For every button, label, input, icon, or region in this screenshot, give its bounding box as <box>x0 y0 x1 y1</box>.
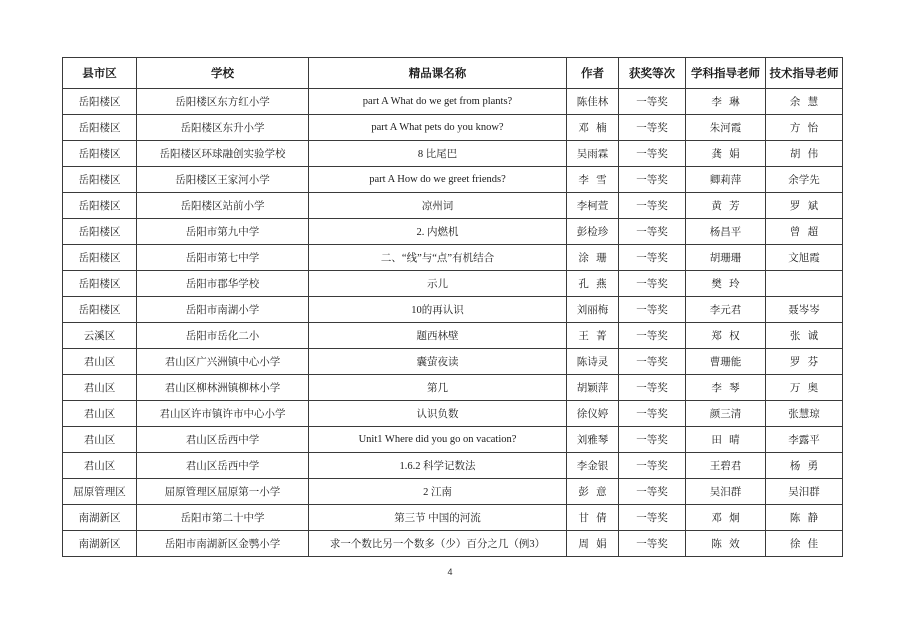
cell-award: 一等奖 <box>619 271 686 297</box>
cell-course: 2. 内燃机 <box>309 219 567 245</box>
cell-county: 君山区 <box>63 427 137 453</box>
cell-course: 2 江南 <box>309 479 567 505</box>
cell-author: 徐仪婷 <box>567 401 619 427</box>
cell-subject-teacher: 李 琴 <box>686 375 766 401</box>
cell-author: 吴雨霖 <box>567 141 619 167</box>
cell-school: 岳阳市第二十中学 <box>137 505 309 531</box>
table-row <box>63 531 843 557</box>
header-row <box>63 58 843 89</box>
cell-county: 岳阳楼区 <box>63 115 137 141</box>
cell-county: 君山区 <box>63 401 137 427</box>
cell-school: 君山区柳林洲镇柳林小学 <box>137 375 309 401</box>
cell-school: 岳阳市岳化二小 <box>137 323 309 349</box>
cell-county: 岳阳楼区 <box>63 193 137 219</box>
cell-author: 彭检珍 <box>567 219 619 245</box>
table-row <box>63 89 843 115</box>
cell-course: 题西林壁 <box>309 323 567 349</box>
cell-school: 君山区岳西中学 <box>137 427 309 453</box>
cell-award: 一等奖 <box>619 505 686 531</box>
cell-tech-teacher: 吴汨群 <box>766 479 843 505</box>
cell-county: 君山区 <box>63 375 137 401</box>
cell-tech-teacher: 方 怡 <box>766 115 843 141</box>
cell-course: 求一个数比另一个数多（少）百分之几（例3） <box>309 531 567 557</box>
cell-subject-teacher: 邓 炯 <box>686 505 766 531</box>
cell-course: 囊萤夜读 <box>309 349 567 375</box>
cell-author: 孔 燕 <box>567 271 619 297</box>
header-award: 获奖等次 <box>619 58 686 89</box>
table-row <box>63 453 843 479</box>
cell-school: 君山区广兴洲镇中心小学 <box>137 349 309 375</box>
table-row <box>63 479 843 505</box>
cell-county: 君山区 <box>63 349 137 375</box>
cell-tech-teacher: 文旭霞 <box>766 245 843 271</box>
cell-school: 岳阳楼区东升小学 <box>137 115 309 141</box>
table-row <box>63 349 843 375</box>
cell-school: 岳阳楼区东方红小学 <box>137 89 309 115</box>
cell-school: 岳阳市第七中学 <box>137 245 309 271</box>
cell-tech-teacher: 张慧琼 <box>766 401 843 427</box>
cell-subject-teacher: 王碧君 <box>686 453 766 479</box>
cell-author: 彭 意 <box>567 479 619 505</box>
cell-school: 岳阳楼区站前小学 <box>137 193 309 219</box>
cell-tech-teacher: 聂岑岑 <box>766 297 843 323</box>
cell-subject-teacher: 杨昌平 <box>686 219 766 245</box>
cell-award: 一等奖 <box>619 141 686 167</box>
cell-tech-teacher: 胡 伟 <box>766 141 843 167</box>
table-row <box>63 219 843 245</box>
cell-author: 李金银 <box>567 453 619 479</box>
cell-author: 周 娟 <box>567 531 619 557</box>
cell-school: 岳阳楼区环球融创实验学校 <box>137 141 309 167</box>
cell-subject-teacher: 陈 效 <box>686 531 766 557</box>
table-row <box>63 245 843 271</box>
cell-subject-teacher: 田 晴 <box>686 427 766 453</box>
cell-county: 岳阳楼区 <box>63 141 137 167</box>
cell-award: 一等奖 <box>619 115 686 141</box>
cell-school: 屈原管理区屈原第一小学 <box>137 479 309 505</box>
cell-author: 陈诗灵 <box>567 349 619 375</box>
cell-course: 第三节 中国的河流 <box>309 505 567 531</box>
table-row <box>63 297 843 323</box>
cell-school: 岳阳楼区王家河小学 <box>137 167 309 193</box>
cell-award: 一等奖 <box>619 219 686 245</box>
cell-award: 一等奖 <box>619 297 686 323</box>
table-row <box>63 193 843 219</box>
cell-author: 陈佳林 <box>567 89 619 115</box>
cell-subject-teacher: 吴汨群 <box>686 479 766 505</box>
header-author: 作者 <box>567 58 619 89</box>
cell-course: part A How do we greet friends? <box>309 167 567 193</box>
table-row <box>63 115 843 141</box>
cell-county: 屈原管理区 <box>63 479 137 505</box>
cell-author: 李 雪 <box>567 167 619 193</box>
cell-award: 一等奖 <box>619 453 686 479</box>
cell-county: 君山区 <box>63 453 137 479</box>
cell-author: 甘 倩 <box>567 505 619 531</box>
cell-county: 岳阳楼区 <box>63 297 137 323</box>
cell-author: 王 菁 <box>567 323 619 349</box>
cell-tech-teacher: 徐 佳 <box>766 531 843 557</box>
cell-award: 一等奖 <box>619 167 686 193</box>
cell-author: 刘丽梅 <box>567 297 619 323</box>
table-header <box>63 58 843 89</box>
table-row <box>63 505 843 531</box>
cell-subject-teacher: 朱河霞 <box>686 115 766 141</box>
cell-tech-teacher <box>766 271 843 297</box>
cell-county: 云溪区 <box>63 323 137 349</box>
cell-course: 8 比尾巴 <box>309 141 567 167</box>
cell-school: 君山区岳西中学 <box>137 453 309 479</box>
cell-course: 第几 <box>309 375 567 401</box>
cell-author: 李柯萱 <box>567 193 619 219</box>
table-row <box>63 271 843 297</box>
cell-course: 10的再认识 <box>309 297 567 323</box>
cell-subject-teacher: 胡珊珊 <box>686 245 766 271</box>
cell-course: 认识负数 <box>309 401 567 427</box>
cell-school: 君山区许市镇许市中心小学 <box>137 401 309 427</box>
award-table <box>62 57 843 557</box>
cell-county: 岳阳楼区 <box>63 167 137 193</box>
cell-course: part A What pets do you know? <box>309 115 567 141</box>
cell-award: 一等奖 <box>619 375 686 401</box>
cell-county: 南湖新区 <box>63 531 137 557</box>
cell-course: 凉州词 <box>309 193 567 219</box>
table-body <box>63 89 843 557</box>
cell-school: 岳阳市郡华学校 <box>137 271 309 297</box>
cell-subject-teacher: 樊 玲 <box>686 271 766 297</box>
table-row <box>63 323 843 349</box>
cell-award: 一等奖 <box>619 89 686 115</box>
cell-tech-teacher: 杨 勇 <box>766 453 843 479</box>
cell-subject-teacher: 卿莉萍 <box>686 167 766 193</box>
cell-award: 一等奖 <box>619 349 686 375</box>
cell-school: 岳阳市南湖小学 <box>137 297 309 323</box>
cell-subject-teacher: 李 琳 <box>686 89 766 115</box>
cell-subject-teacher: 龚 娟 <box>686 141 766 167</box>
cell-tech-teacher: 李露平 <box>766 427 843 453</box>
table-row <box>63 427 843 453</box>
cell-award: 一等奖 <box>619 401 686 427</box>
header-school: 学校 <box>137 58 309 89</box>
cell-county: 南湖新区 <box>63 505 137 531</box>
cell-author: 刘雅琴 <box>567 427 619 453</box>
cell-county: 岳阳楼区 <box>63 219 137 245</box>
table-row <box>63 401 843 427</box>
cell-tech-teacher: 陈 静 <box>766 505 843 531</box>
cell-school: 岳阳市第九中学 <box>137 219 309 245</box>
cell-tech-teacher: 罗 斌 <box>766 193 843 219</box>
cell-award: 一等奖 <box>619 479 686 505</box>
cell-award: 一等奖 <box>619 193 686 219</box>
cell-tech-teacher: 张 诚 <box>766 323 843 349</box>
header-county: 县市区 <box>63 58 137 89</box>
cell-author: 邓 楠 <box>567 115 619 141</box>
cell-subject-teacher: 郑 权 <box>686 323 766 349</box>
cell-award: 一等奖 <box>619 427 686 453</box>
cell-subject-teacher: 李元君 <box>686 297 766 323</box>
header-tech-teacher: 技术指导老师 <box>766 58 843 89</box>
cell-course: 示儿 <box>309 271 567 297</box>
cell-tech-teacher: 余 慧 <box>766 89 843 115</box>
table-row <box>63 141 843 167</box>
cell-subject-teacher: 曹珊能 <box>686 349 766 375</box>
cell-tech-teacher: 余学先 <box>766 167 843 193</box>
cell-subject-teacher: 颜三清 <box>686 401 766 427</box>
cell-tech-teacher: 曾 超 <box>766 219 843 245</box>
cell-county: 岳阳楼区 <box>63 89 137 115</box>
header-subject-teacher: 学科指导老师 <box>686 58 766 89</box>
cell-award: 一等奖 <box>619 323 686 349</box>
cell-author: 胡颖萍 <box>567 375 619 401</box>
cell-course: 二、“线”与“点”有机结合 <box>309 245 567 271</box>
cell-county: 岳阳楼区 <box>63 245 137 271</box>
table-row <box>63 375 843 401</box>
page-number: 4 <box>447 567 453 577</box>
cell-award: 一等奖 <box>619 531 686 557</box>
cell-course: Unit1 Where did you go on vacation? <box>309 427 567 453</box>
cell-tech-teacher: 罗 芬 <box>766 349 843 375</box>
cell-course: part A What do we get from plants? <box>309 89 567 115</box>
cell-school: 岳阳市南湖新区金鹗小学 <box>137 531 309 557</box>
cell-course: 1.6.2 科学记数法 <box>309 453 567 479</box>
table-row <box>63 167 843 193</box>
cell-tech-teacher: 万 奥 <box>766 375 843 401</box>
cell-county: 岳阳楼区 <box>63 271 137 297</box>
header-course: 精品课名称 <box>309 58 567 89</box>
cell-subject-teacher: 黄 芳 <box>686 193 766 219</box>
cell-award: 一等奖 <box>619 245 686 271</box>
cell-author: 涂 珊 <box>567 245 619 271</box>
